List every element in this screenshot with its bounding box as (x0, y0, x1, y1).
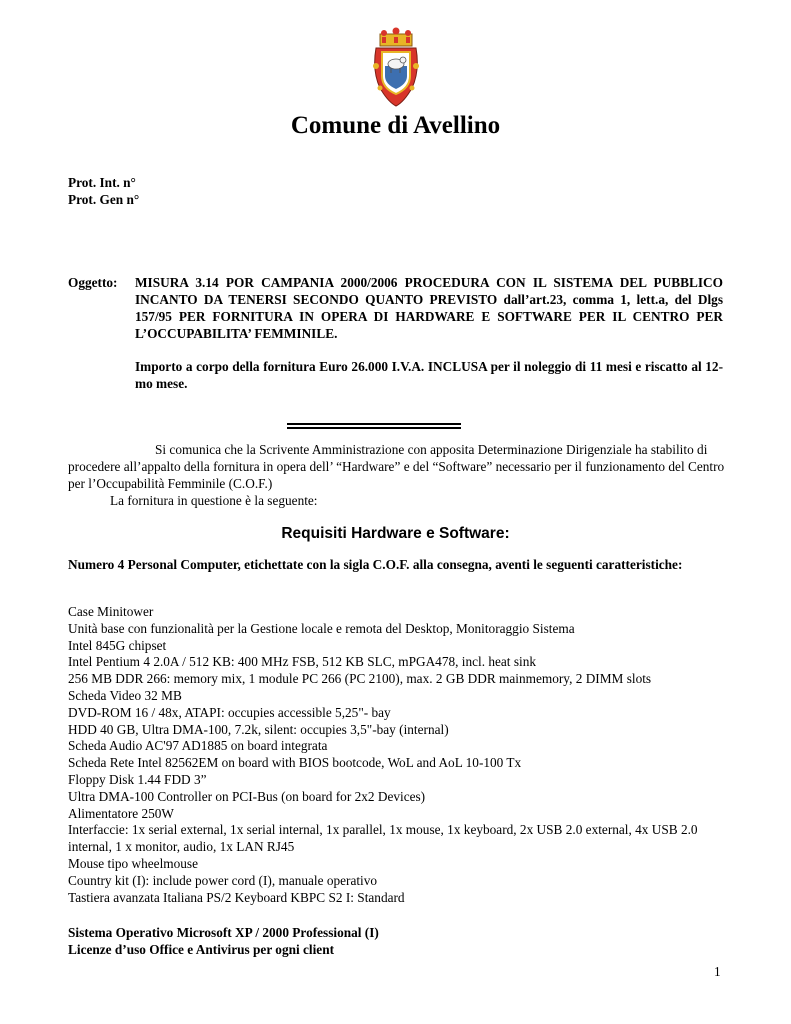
spec-item: Alimentatore 250W (68, 805, 174, 821)
section-title: Requisiti Hardware e Software: (281, 525, 510, 542)
oggetto-text: MISURA 3.14 POR CAMPANIA 2000/2006 PROCEDURA CON IL SISTEMA DEL PUBBLICO INCANTO DA TENERSI SECONDO QUANTO PREVISTO dall’art.23, comma 1, lett.a, del Dlgs 157/95 PER FORNITURA IN OPERA DI HARDWARE E SOFTWARE PER IL CENTRO PER L’OCCUPABILITA’ FEMMINILE. (135, 275, 723, 341)
importo-text: Importo a corpo della fornitura Euro 26.000 I.V.A. INCLUSA per il noleggio di 11 mesi e riscatto al 12-mo mese. (135, 359, 723, 391)
operating-system-line: Sistema Operativo Microsoft XP / 2000 Professional (I) (68, 925, 379, 940)
prot-int-line: Prot. Int. n° (68, 175, 136, 190)
spec-item: Scheda Rete Intel 82562EM on board with BIOS bootcode, WoL and AoL 10-100 Tx (68, 755, 522, 771)
intro-paragraph-2: La fornitura in questione è la seguente: (110, 493, 318, 508)
licenses-line: Licenze d’uso Office e Antivirus per ogni client (68, 942, 335, 957)
spec-item: Country kit (I): include power cord (I), manuale operativo (68, 872, 378, 888)
page-number: 1 (714, 964, 721, 979)
spec-item: Unità base con funzionalità per la Gestione locale e remota del Desktop, Monitoraggio Sistema (68, 620, 575, 636)
spec-item: Tastiera avanzata Italiana PS/2 Keyboard KBPC S2 I: Standard (68, 889, 405, 905)
protocol-block (68, 174, 139, 208)
spec-item: Intel Pentium 4 2.0A / 512 KB: 400 MHz FSB, 512 KB SLC, mPGA478, incl. heat sink (68, 654, 536, 670)
separator-line-top (287, 423, 461, 425)
spec-item: Interfaccie: 1x serial external, 1x serial internal, 1x parallel, 1x mouse, 1x keyboard, 2x USB 2.0 external, 4x USB 2.0 internal, 1 x monitor, audio, 1x LAN RJ45 (68, 822, 698, 855)
spec-item: Scheda Audio AC'97 AD1885 on board integrata (68, 738, 328, 754)
spec-item: DVD-ROM 16 / 48x, ATAPI: occupies accessible 5,25"- bay (68, 704, 391, 720)
spec-item: Ultra DMA-100 Controller on PCI-Bus (on board for 2x2 Devices) (68, 788, 426, 804)
page-title: Comune di Avellino (290, 112, 501, 139)
prot-gen-line: Prot. Gen n° (68, 192, 140, 207)
intro-paragraph-1: Si comunica che la Scrivente Amministrazione con apposita Determinazione Dirigenziale ha stabilito di procedere all’appalto della fornitura in opera dell’ “Hardware” e del “Software” necessario per il funzionamento del Centro per l’Occupabilità Femminile (C.O.F.) (68, 442, 725, 491)
oggetto-label: Oggetto: (68, 275, 118, 290)
spec-item: Case Minitower (68, 604, 154, 619)
spec-item: HDD 40 GB, Ultra DMA-100, 7.2k, silent: occupies 3,5"-bay (internal) (68, 721, 449, 737)
spec-item: Floppy Disk 1.44 FDD 3” (68, 771, 207, 787)
separator-line-bottom (287, 427, 461, 429)
spec-item: 256 MB DDR 266: memory mix, 1 module PC 266 (PC 2100), max. 2 GB DDR mainmemory, 2 DIMM slots (68, 671, 652, 687)
spec-item: Intel 845G chipset (68, 637, 167, 653)
spec-item: Scheda Video 32 MB (68, 687, 182, 703)
pc-quantity-heading: Numero 4 Personal Computer, etichettate con la sigla C.O.F. alla consegna, aventi le seguenti caratteristiche: (68, 557, 683, 572)
software-block (68, 924, 379, 958)
intro-paragraph (68, 441, 728, 509)
coat-of-arms-icon (370, 26, 422, 108)
spec-item: Mouse tipo wheelmouse (68, 855, 198, 871)
spec-list (68, 604, 718, 906)
